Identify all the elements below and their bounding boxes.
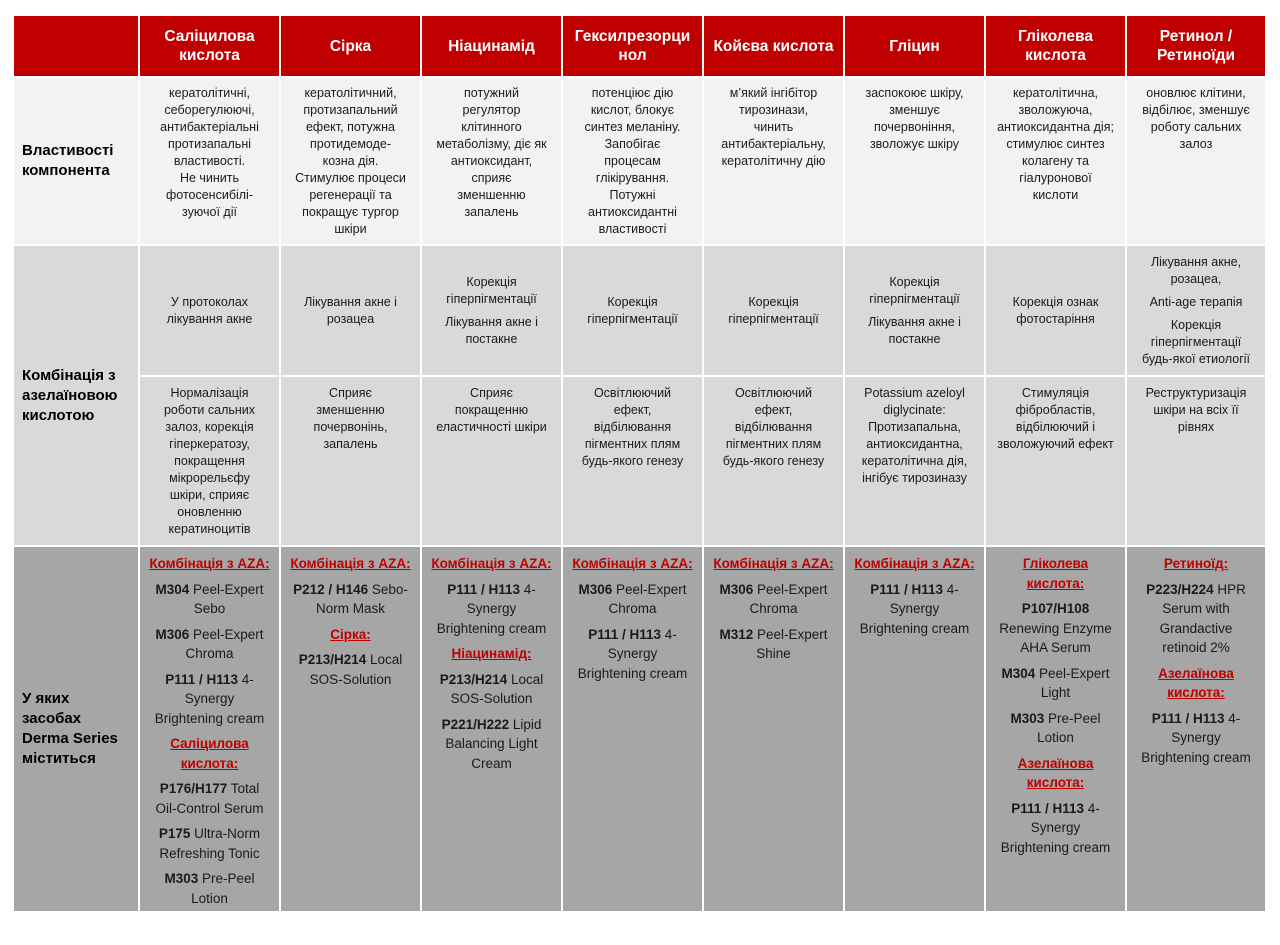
product-group-heading: [286, 625, 415, 645]
product-group-heading-text: Комбінація з AZA:: [431, 556, 552, 571]
combination-effect-cell: [703, 376, 844, 546]
product-entry: [286, 650, 415, 689]
row-label-combination: Комбінація з азелаїновою кислотою: [13, 245, 139, 546]
header-retinol: Ретинол / Ретиноїди: [1126, 15, 1266, 77]
product-name: 4- Synergy Brightening cream: [154, 671, 265, 726]
cell-text: потенціює дію кислот, блокує синтез меланіну. Запобігає процесам глікірування. Потужні антиоксидантні властивості: [584, 86, 681, 236]
product-entry: [145, 625, 274, 664]
product-entry: [145, 580, 274, 619]
product-entry: [991, 799, 1120, 858]
product-group-heading-text: Комбінація з AZA:: [572, 556, 693, 571]
product-entry: [1132, 709, 1260, 768]
product-name: 4- Synergy Brightening cream: [859, 581, 970, 636]
product-code: M312: [719, 626, 754, 642]
product-group-heading-text: Ретиноїд:: [1163, 556, 1229, 571]
product-entry: [850, 580, 979, 639]
combination-use-cell: [280, 245, 421, 376]
product-name: HPR Serum with Grandactive retinoid 2%: [1159, 581, 1246, 655]
product-entry: [427, 670, 556, 709]
product-group-heading-text: Комбінація з AZA:: [854, 556, 975, 571]
product-code: P111 / H113: [165, 671, 239, 687]
product-code: P111 / H113: [588, 626, 662, 642]
combination-effect-cell: [985, 376, 1126, 546]
properties-row: [13, 77, 1266, 245]
comparison-table: [12, 14, 1267, 913]
product-group-heading-text: Саліцилова кислота:: [170, 736, 249, 771]
product-code: M306: [719, 581, 754, 597]
cell-text: Anti-age терапія: [1149, 294, 1243, 309]
cell-text: кератолітичний, протизапальний ефект, потужна протидемоде- козна дія. Стимулює процеси регенерації та покращує тургор шкіри: [295, 86, 406, 236]
product-group-heading: [427, 644, 556, 664]
product-code: P223/H224: [1146, 581, 1214, 597]
products-cell: [139, 546, 280, 912]
combination-effect-cell: [421, 376, 562, 546]
combination-effect-cell: [1126, 376, 1266, 546]
product-name: Peel-Expert Chroma: [185, 626, 264, 661]
cell-text: Корекція гіперпігментації будь-якої етиології: [1141, 317, 1251, 366]
combination-effect-cell: [844, 376, 985, 546]
product-group-heading: [568, 554, 697, 574]
products-cell: [1126, 546, 1266, 912]
product-name: Peel-Expert Light: [1038, 665, 1110, 700]
product-group-heading-text: Комбінація з AZA:: [149, 556, 270, 571]
product-group-heading: [991, 754, 1120, 793]
cell-text: Лікування акне і постакне: [445, 314, 538, 346]
cell-text: Корекція гіперпігментації: [869, 274, 960, 306]
product-group-heading: [850, 554, 979, 574]
product-name: Local SOS-Solution: [450, 671, 544, 706]
product-name: 4- Synergy Brightening cream: [436, 581, 547, 636]
products-cell: [703, 546, 844, 912]
product-group-heading-text: Ніацинамід:: [451, 646, 532, 661]
products-cell: [844, 546, 985, 912]
header-sulfur: Сірка: [280, 15, 421, 77]
header-row: [13, 15, 1266, 77]
product-name: 4- Synergy Brightening cream: [1000, 800, 1111, 855]
properties-cell: [844, 77, 985, 245]
combination-use-cell: [139, 245, 280, 376]
product-name: Sebo- Norm Mask: [315, 581, 408, 616]
cell-text: кератолітична, зволожуюча, антиоксидантна дія; стимулює синтез колагену та гіалуронової кислоти: [997, 86, 1114, 202]
properties-cell: [562, 77, 703, 245]
product-code: P212 / H146: [293, 581, 369, 597]
cell-text: Корекція гіперпігментації: [587, 294, 678, 326]
product-group-heading: [145, 734, 274, 773]
combination-row-uses: [13, 245, 1266, 376]
product-entry: [145, 670, 274, 729]
product-entry: [991, 599, 1120, 658]
cell-text: кератолітичні, себорегулюючі, антибактеріальні протизапальні властивості. Не чинить фотосенсибілі- зуючої дії: [160, 86, 259, 219]
properties-cell: [280, 77, 421, 245]
combination-use-cell: [1126, 245, 1266, 376]
product-group-heading-text: Сірка:: [330, 626, 371, 642]
products-cell: [280, 546, 421, 912]
cell-text: У протоколах лікування акне: [166, 294, 253, 326]
product-group-heading-text: Азелаїнова кислота:: [1158, 665, 1234, 700]
cell-text: Potassium azeloyl diglycinate: Протизапальна, антиоксидантна, кератолітична дія, інгібує тирозиназу: [861, 386, 968, 485]
cell-text: Сприяє зменшенню почервонінь, запалень: [313, 386, 388, 451]
product-entry: [286, 580, 415, 619]
header-kojic-acid: Койєва кислота: [703, 15, 844, 77]
product-code: P175: [158, 826, 191, 841]
products-row: [13, 546, 1266, 912]
product-name: Total Oil-Control Serum: [155, 781, 264, 816]
cell-text: потужний регулятор клітинного метаболізму, діє як антиоксидант, сприяє зменшенню запалень: [436, 86, 547, 219]
product-name: Local SOS-Solution: [309, 652, 403, 687]
cell-text: Корекція гіперпігментації: [728, 294, 819, 326]
product-entry: [568, 580, 697, 619]
product-name: Pre-Peel Lotion: [1037, 710, 1101, 745]
combination-use-cell: [562, 245, 703, 376]
cell-text: Сприяє покращенню еластичності шкіри: [436, 386, 547, 434]
cell-text: Освітлюючий ефект, відбілювання пігментних плям будь-якого генезу: [722, 386, 825, 468]
combination-row-effects: [13, 376, 1266, 546]
product-name: Peel-Expert Chroma: [608, 581, 687, 616]
product-code: P221/H222: [441, 716, 510, 732]
product-group-heading: [286, 554, 415, 574]
product-group-heading-text: Комбінація з AZA:: [713, 556, 834, 571]
combination-use-cell: [421, 245, 562, 376]
product-entry: [145, 779, 274, 818]
product-group-heading-text: Гліколева кислота:: [1022, 556, 1089, 591]
product-code: M303: [164, 871, 199, 886]
cell-text: Корекція ознак фотостаріння: [1012, 294, 1099, 326]
product-entry: [709, 625, 838, 664]
product-name: Ultra-Norm Refreshing Tonic: [159, 826, 261, 861]
product-code: P111 / H113: [1011, 800, 1085, 816]
cell-text: Нормалізація роботи сальних залоз, корекція гіперкератозу, покращення мікрорельєфу шкіри, сприяє оновленню кератиноцитів: [163, 386, 256, 536]
product-entry: [991, 709, 1120, 748]
product-name: 4- Synergy Brightening cream: [1141, 710, 1251, 765]
product-entry: [1132, 580, 1260, 658]
properties-cell: [703, 77, 844, 245]
product-name: Pre-Peel Lotion: [191, 871, 255, 906]
product-group-heading-text: Азелаїнова кислота:: [1017, 755, 1094, 790]
combination-use-cell: [703, 245, 844, 376]
combination-effect-cell: [280, 376, 421, 546]
properties-cell: [1126, 77, 1266, 245]
product-entry: [568, 625, 697, 684]
combination-effect-cell: [139, 376, 280, 546]
cell-text: Лікування акне, розацеа,: [1150, 254, 1242, 286]
header-niacinamide: Ніацинамід: [421, 15, 562, 77]
product-group-heading: [427, 554, 556, 574]
products-cell: [985, 546, 1126, 912]
product-entry: [991, 664, 1120, 703]
combination-use-cell: [985, 245, 1126, 376]
combination-use-cell: [844, 245, 985, 376]
header-glycolic-acid: Гліколева кислота: [985, 15, 1126, 77]
product-name: Peel-Expert Sebo: [192, 581, 264, 616]
product-code: P111 / H113: [447, 581, 521, 597]
product-entry: [427, 715, 556, 774]
product-name: 4- Synergy Brightening cream: [577, 626, 688, 681]
product-group-heading: [709, 554, 838, 574]
product-group-heading: [145, 554, 274, 574]
cell-text: м’який інгібітор тирозинази, чинить антибактеріальну, кератолітичну дію: [721, 86, 826, 168]
product-group-heading: [1132, 664, 1260, 703]
product-code: P107/H108: [1021, 601, 1090, 616]
header-corner: [13, 15, 139, 77]
cell-text: заспокоює шкіру, зменшує почервоніння, зволожує шкіру: [865, 86, 964, 151]
product-name: Renewing Enzyme AHA Serum: [999, 620, 1112, 655]
header-salicylic-acid: Саліцилова кислота: [139, 15, 280, 77]
product-code: P111 / H113: [870, 581, 944, 597]
product-code: M304: [1001, 665, 1036, 681]
row-label-properties: Властивості компонента: [13, 77, 139, 245]
product-group-heading-text: Комбінація з AZA:: [290, 556, 411, 571]
cell-text: Лікування акне і постакне: [868, 314, 961, 346]
product-code: M306: [155, 626, 190, 642]
combination-effect-cell: [562, 376, 703, 546]
cell-text: Освітлюючий ефект, відбілювання пігментних плям будь-якого генезу: [581, 386, 684, 468]
row-label-products: У яких засобах Derma Series міститься: [13, 546, 139, 912]
product-group-heading: [1132, 554, 1260, 574]
cell-text: Корекція гіперпігментації: [446, 274, 537, 306]
properties-cell: [985, 77, 1126, 245]
product-entry: [145, 824, 274, 863]
products-cell: [562, 546, 703, 912]
product-code: P111 / H113: [1151, 710, 1225, 726]
product-code: P213/H214: [439, 671, 508, 687]
properties-cell: [421, 77, 562, 245]
product-code: P176/H177: [159, 781, 228, 796]
header-hexylresorcinol: Гексилрезорци нол: [562, 15, 703, 77]
cell-text: Стимуляція фібробластів, відбілюючий і зволожуючий ефект: [997, 386, 1114, 451]
properties-cell: [139, 77, 280, 245]
product-name: Peel-Expert Shine: [756, 626, 828, 661]
cell-text: Лікування акне і розацеа: [304, 294, 397, 326]
product-entry: [427, 580, 556, 639]
cell-text: Реструктуризація шкіри на всіх її рівнях: [1145, 386, 1247, 434]
product-group-heading: [991, 554, 1120, 593]
products-cell: [421, 546, 562, 912]
product-code: M304: [155, 581, 190, 597]
product-entry: [145, 869, 274, 908]
product-code: P213/H214: [298, 652, 367, 667]
header-glycine: Гліцин: [844, 15, 985, 77]
product-name: Peel-Expert Chroma: [749, 581, 828, 616]
product-code: M306: [578, 581, 613, 597]
product-name: Lipid Balancing Light Cream: [445, 716, 542, 771]
product-code: M303: [1010, 710, 1045, 726]
product-entry: [709, 580, 838, 619]
cell-text: оновлює клітини, відбілює, зменшує роботу сальних залоз: [1142, 86, 1250, 151]
